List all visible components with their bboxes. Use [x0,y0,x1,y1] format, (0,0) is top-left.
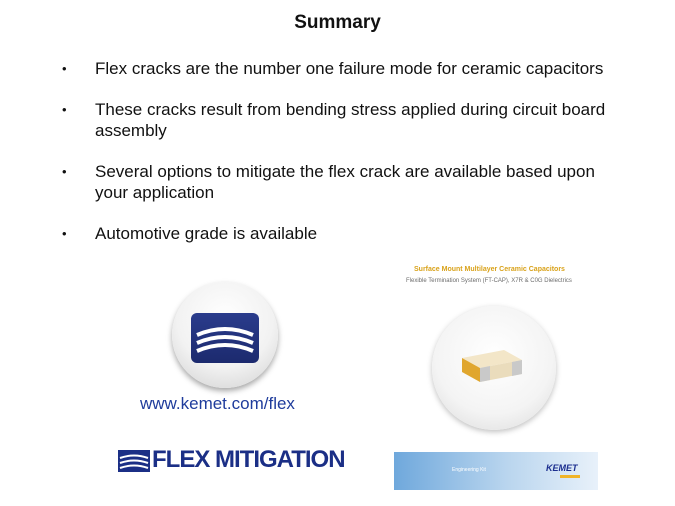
bullet-dot: • [62,102,67,117]
kemet-logo-underline [560,475,580,478]
bullet-list [62,58,622,264]
bullet-text: These cracks result from bending stress applied during circuit board assembly [95,100,606,140]
bullet-dot: • [62,164,67,179]
bullet-item [62,58,622,79]
slide-title: Summary [294,12,381,33]
flex-url-link[interactable]: www.kemet.com/flex [140,394,295,413]
ceramic-capacitor-chip-icon [456,346,526,386]
bullet-item [62,99,622,141]
bullet-text: Several options to mitigate the flex crack are available based upon your application [95,162,595,202]
kit-title: Surface Mount Multilayer Ceramic Capacitors [414,266,565,273]
kemet-logo: KEMET [546,463,578,473]
flex-mitigation-label: FLEX MITIGATION [152,446,345,473]
bullet-dot: • [62,61,67,76]
bullet-text: Automotive grade is available [95,224,318,243]
flex-wave-logo-icon [191,313,259,363]
bullet-dot: • [62,226,67,241]
bullet-item [62,223,622,244]
bullet-item [62,161,622,203]
kit-subtitle: Flexible Termination System (FT-CAP), X7R & C0G Dielectrics [406,278,572,284]
kit-bar-label: Engineering Kit [452,467,486,473]
bullet-text: Flex cracks are the number one failure mode for ceramic capacitors [95,59,604,78]
